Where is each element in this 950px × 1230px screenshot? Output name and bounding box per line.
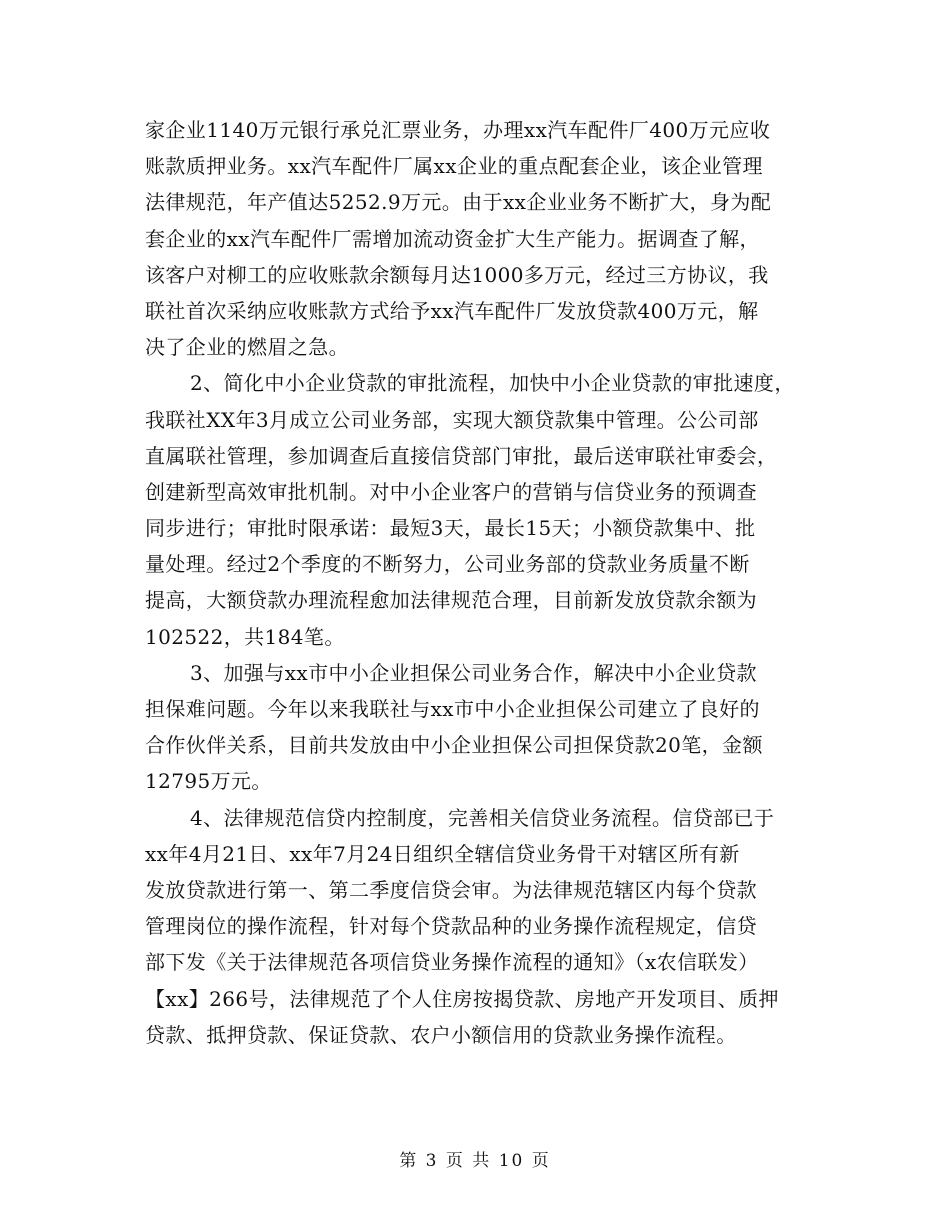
text-line: 法律规范，年产值达5252.9万元。由于xx企业业务不断扩大，身为配 bbox=[145, 190, 772, 215]
text-line: 同步进行；审批时限承诺：最短3天，最长15天；小额贷款集中、批 bbox=[145, 516, 756, 541]
text-line: 量处理。经过2个季度的不断努力，公司业务部的贷款业务质量不断 bbox=[145, 552, 750, 577]
paragraph-4 bbox=[145, 800, 825, 1053]
text-line: 决了企业的燃眉之急。 bbox=[145, 335, 349, 360]
text-line: 创建新型高效审批机制。对中小企业客户的营销与信贷业务的预调查 bbox=[145, 479, 757, 504]
text-line: 3、加强与xx市中小企业担保公司业务合作，解决中小企业贷款 bbox=[190, 660, 757, 685]
paragraph-3 bbox=[145, 655, 825, 800]
text-line: 家企业1140万元银行承兑汇票业务，办理xx汽车配件厂400万元应收 bbox=[145, 118, 771, 142]
text-line: 2、简化中小企业贷款的审批流程，加快中小企业贷款的审批速度， bbox=[190, 371, 795, 396]
page-number-footer: 第 3 页 共 10 页 bbox=[399, 1151, 551, 1171]
text-line: 套企业的xx汽车配件厂需增加流动资金扩大生产能力。据调查了解， bbox=[145, 226, 760, 251]
text-line: 4、法律规范信贷内控制度，完善相关信贷业务流程。信贷部已于 bbox=[190, 805, 775, 830]
text-line: 发放贷款进行第一、第二季度信贷会审。为法律规范辖区内每个贷款 bbox=[145, 877, 757, 902]
text-line: 102522，共184笔。 bbox=[145, 624, 345, 649]
text-line: 直属联社管理，参加调查后直接信贷部门审批，最后送审联社审委会， bbox=[145, 443, 778, 468]
text-line: 联社首次采纳应收账款方式给予xx汽车配件厂发放贷款400万元，解 bbox=[145, 298, 759, 323]
document-body bbox=[145, 112, 825, 1053]
text-line: 我联社XX年3月成立公司业务部，实现大额贷款集中管理。公公司部 bbox=[145, 407, 759, 432]
text-line: 合作伙伴关系，目前共发放由中小企业担保公司担保贷款20笔，金额 bbox=[145, 733, 763, 758]
text-line: 管理岗位的操作流程，针对每个贷款品种的业务操作流程规定，信贷 bbox=[145, 914, 757, 939]
text-line: 该客户对柳工的应收账款余额每月达1000多万元，经过三方协议，我 bbox=[145, 262, 769, 287]
text-line: 担保难问题。今年以来我联社与xx市中小企业担保公司建立了良好的 bbox=[145, 697, 760, 721]
text-line: 贷款、抵押贷款、保证贷款、农户小额信用的贷款业务操作流程。 bbox=[145, 1022, 737, 1047]
paragraph-2 bbox=[145, 365, 825, 655]
text-line: 账款质押业务。xx汽车配件厂属xx企业的重点配套企业，该企业管理 bbox=[145, 154, 763, 179]
text-line: 【xx】266号，法律规范了个人住房按揭贷款、房地产开发项目、质押 bbox=[145, 986, 779, 1011]
paragraph-1 bbox=[145, 112, 825, 365]
text-line: 提高，大额贷款办理流程愈加法律规范合理，目前新发放贷款余额为 bbox=[145, 588, 757, 613]
text-line: 部下发《关于法律规范各项信贷业务操作流程的通知》（x农信联发） bbox=[145, 950, 759, 975]
text-line: xx年4月21日、xx年7月24日组织全辖信贷业务骨干对辖区所有新 bbox=[145, 841, 740, 866]
text-line: 12795万元。 bbox=[145, 769, 272, 794]
